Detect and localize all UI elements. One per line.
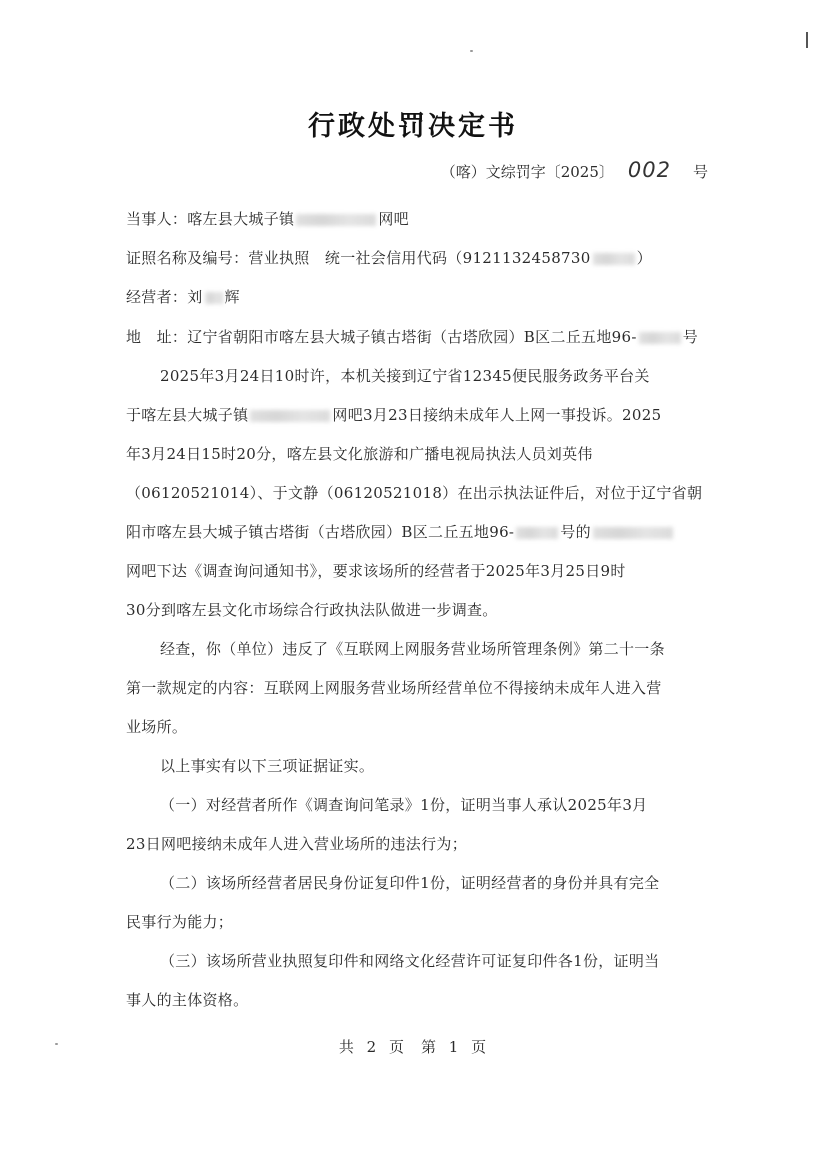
doc-number-suffix: 号 (692, 163, 708, 181)
document-title: 行政处罚决定书 (308, 111, 518, 142)
body-line: （06120521014）、于文静（06120521018）在出示执法证件后，对位于辽宁省朝 (126, 484, 703, 502)
doc-number-handwritten: 002 (627, 158, 671, 182)
body-text: 阳市喀左县大城子镇古塔街（古塔欣园）B区二丘五地96- (126, 523, 515, 541)
body-line (126, 403, 706, 427)
party-label: 当事人： (126, 210, 188, 228)
evidence-line: 民事行为能力； (126, 913, 234, 931)
redacted-number (516, 527, 558, 539)
operator-line (126, 285, 706, 309)
body-line: 2025年3月24日10时许，本机关接到辽宁省12345便民服务政务平台关 (160, 367, 650, 385)
license-value: 营业执照 统一社会信用代码（9121132458730 (248, 249, 591, 267)
operator-value-start: 刘 (187, 288, 203, 306)
evidence-line: 事人的主体资格。 (126, 991, 249, 1009)
body-line: 以上事实有以下三项证据证实。 (160, 757, 375, 775)
redacted-name (250, 410, 330, 422)
party-line (126, 207, 706, 231)
redacted-number (639, 332, 681, 344)
body-line: 30分到喀左县文化市场综合行政执法队做进一步调查。 (126, 601, 498, 619)
scan-edge-mark (806, 32, 808, 48)
body-line: 业场所。 (126, 718, 188, 736)
body-line: 网吧下达《调查询问通知书》，要求该场所的经营者于2025年3月25日9时 (126, 562, 626, 580)
evidence-line: 23日网吧接纳未成年人进入营业场所的违法行为； (126, 835, 467, 853)
redacted-name (593, 527, 673, 539)
license-value-end: ） (636, 249, 652, 267)
evidence-line: （一）对经营者所作《调查询问笔录》1份，证明当事人承认2025年3月 (160, 796, 648, 814)
body-text: 号的 (560, 523, 591, 541)
party-value-start: 喀左县大城子镇 (187, 210, 295, 228)
address-line (126, 325, 706, 349)
address-value-end: 号 (682, 328, 698, 346)
document-number (441, 158, 708, 182)
operator-value-end: 辉 (224, 288, 240, 306)
party-value-end: 网吧 (378, 210, 409, 228)
body-line: 第一款规定的内容：互联网上网服务营业场所经营单位不得接纳未成年人进入营 (126, 679, 662, 697)
scan-speck (470, 50, 473, 52)
license-label: 证照名称及编号： (126, 249, 249, 267)
redacted-name (296, 214, 376, 226)
page-footer: 共 2 页 第 1 页 (338, 1038, 488, 1056)
address-label: 地 址： (126, 328, 188, 346)
body-line: 经查，你（单位）违反了《互联网上网服务营业场所管理条例》第二十一条 (160, 640, 665, 658)
address-value-start: 辽宁省朝阳市喀左县大城子镇古塔街（古塔欣园）B区二丘五地96- (187, 328, 637, 346)
body-line: 年3月24日15时20分，喀左县文化旅游和广播电视局执法人员刘英伟 (126, 445, 593, 463)
evidence-line: （二）该场所经营者居民身份证复印件1份，证明经营者的身份并具有完全 (160, 874, 660, 892)
doc-number-prefix: （喀）文综罚字〔2025〕 (440, 163, 614, 181)
body-line (126, 520, 706, 544)
redacted-code (593, 253, 635, 265)
body-text: 于喀左县大城子镇 (126, 406, 249, 424)
redacted-name (205, 292, 223, 304)
evidence-line: （三）该场所营业执照复印件和网络文化经营许可证复印件各1份，证明当 (160, 952, 660, 970)
operator-label: 经营者： (126, 288, 188, 306)
license-line (126, 246, 706, 270)
body-text: 网吧3月23日接纳未成年人上网一事投诉。2025 (332, 406, 662, 424)
